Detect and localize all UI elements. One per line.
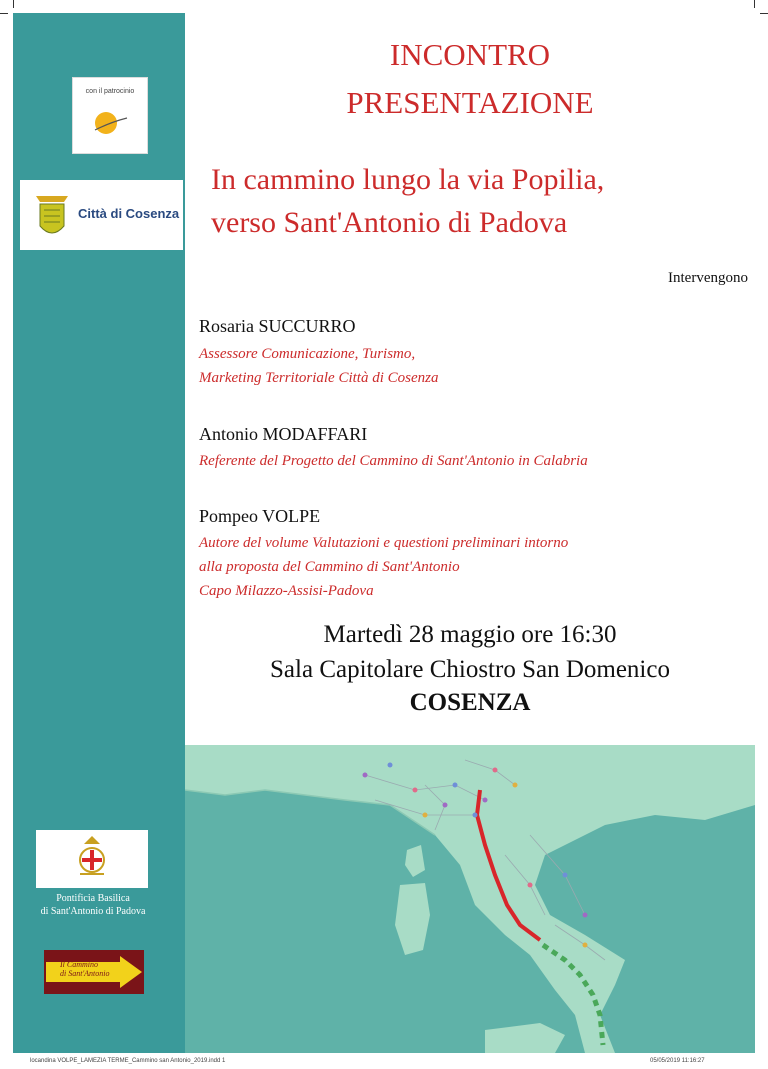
print-file-info: locandina VOLPE_LAMEZIA TERME_Cammino san Antonio_2019.indd 1 — [30, 1058, 226, 1064]
basilica-caption-line1: Pontificia Basilica — [56, 893, 130, 904]
print-timestamp: 05/05/2019 11:16:27 — [650, 1058, 705, 1064]
speaker-role-line: alla proposta del Cammino di Sant'Antonio — [199, 559, 460, 575]
patronage-text: con il patrocinio — [85, 88, 135, 95]
cosenza-text: Città di Cosenza — [78, 206, 180, 221]
event-venue: Sala Capitolare Chiostro San Domenico — [270, 656, 670, 683]
subtitle-line-1: In cammino lungo la via Popilia, — [211, 163, 605, 196]
speaker-name: Rosaria SUCCURRO — [199, 316, 356, 336]
basilica-crest-icon — [72, 834, 112, 884]
cosenza-crest-icon — [32, 190, 72, 242]
cammino-logo — [44, 950, 144, 994]
title-line-1: INCONTRO — [389, 37, 551, 72]
event-city: COSENZA — [409, 689, 531, 716]
cosenza-logo — [20, 180, 183, 250]
basilica-caption-line2: di Sant'Antonio di Padova — [40, 906, 146, 917]
cammino-text — [60, 960, 110, 978]
crop-mark — [760, 13, 768, 14]
event-date-time: Martedì 28 maggio ore 16:30 — [323, 621, 617, 648]
patronage-logo — [72, 77, 148, 154]
speaker-name: Antonio MODAFFARI — [199, 424, 368, 444]
speaker-role-line: Assessore Comunicazione, Turismo, — [199, 346, 416, 362]
subtitle-line-2: verso Sant'Antonio di Padova — [211, 206, 568, 239]
speaker-role-line: Capo Milazzo-Assisi-Padova — [199, 583, 374, 599]
speaker-role-line: Referente del Progetto del Cammino di Sant'Antonio in Calabria — [199, 453, 588, 469]
basilica-logo — [36, 830, 148, 888]
title-line-2: PRESENTAZIONE — [346, 85, 594, 120]
italy-map — [185, 745, 755, 1053]
intervengono-label: Intervengono — [668, 270, 748, 286]
speaker-role-line: Marketing Territoriale Città di Cosenza — [199, 370, 439, 386]
basilica-caption — [15, 892, 171, 918]
speaker-name: Pompeo VOLPE — [199, 506, 321, 526]
patronage-emblem-icon — [91, 108, 131, 138]
crop-mark — [754, 0, 755, 8]
speaker-role-line: Autore del volume Valutazioni e questioni preliminari intorno — [199, 535, 569, 551]
crop-mark — [0, 13, 8, 14]
cammino-text-line2: di Sant'Antonio — [60, 969, 110, 978]
cammino-text-line1: Il Cammino — [60, 960, 98, 969]
crop-mark — [13, 0, 14, 8]
